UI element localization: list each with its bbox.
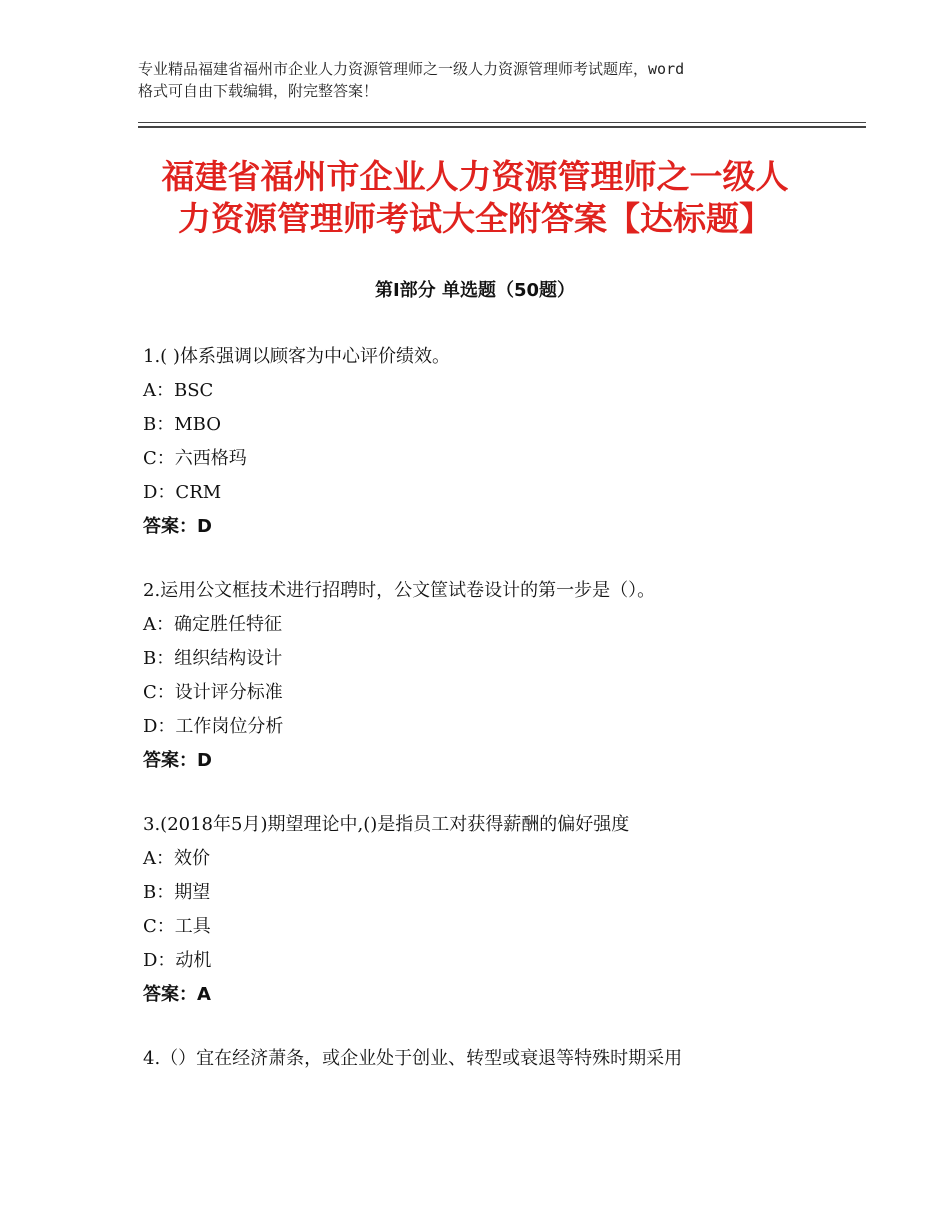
option-d: D：工作岗位分析 (143, 716, 284, 737)
header-note (138, 58, 838, 102)
option-c: C：工具 (143, 916, 211, 937)
option-d: D：动机 (143, 950, 212, 971)
option-a: A：效价 (143, 848, 210, 869)
option-b: B：MBO (143, 414, 221, 435)
document-title-line-1: 福建省福州市企业人力资源管理师之一级人 (161, 157, 789, 196)
header-note-line-1: 专业精品福建省福州市企业人力资源管理师之一级人力资源管理师考试题库，word (138, 60, 685, 78)
option-a: A：确定胜任特征 (143, 614, 282, 635)
question-stem: 4.（）宜在经济萧条，或企业处于创业、转型或衰退等特殊时期采用 (143, 1048, 683, 1069)
header-divider-bottom (138, 126, 866, 128)
option-d: D：CRM (143, 482, 222, 503)
answer-label: 答案：D (143, 750, 212, 771)
question-list (143, 340, 863, 1106)
question-item (143, 1042, 863, 1076)
question-stem: 2.运用公文框技术进行招聘时，公文筐试卷设计的第一步是（）。 (143, 580, 656, 601)
option-a: A：BSC (143, 380, 214, 401)
question-stem: 1.( )体系强调以顾客为中心评价绩效。 (143, 346, 450, 367)
section-title: 第Ⅰ部分 单选题（50题） (374, 280, 575, 301)
header-divider-top (138, 122, 866, 123)
option-b: B：组织结构设计 (143, 648, 283, 669)
document-title-line-2: 力资源管理师考试大全附答案【达标题】 (178, 199, 772, 238)
answer-label: 答案：D (143, 516, 212, 537)
question-item (143, 808, 863, 1012)
option-b: B：期望 (143, 882, 211, 903)
question-item (143, 340, 863, 544)
question-stem: 3.(2018年5月)期望理论中,()是指员工对获得薪酬的偏好强度 (143, 814, 630, 835)
document-title (100, 156, 850, 240)
question-item (143, 574, 863, 778)
option-c: C：六西格玛 (143, 448, 247, 469)
answer-label: 答案：A (143, 984, 211, 1005)
option-c: C：设计评分标准 (143, 682, 283, 703)
header-note-line-2: 格式可自由下载编辑，附完整答案！ (138, 82, 379, 100)
